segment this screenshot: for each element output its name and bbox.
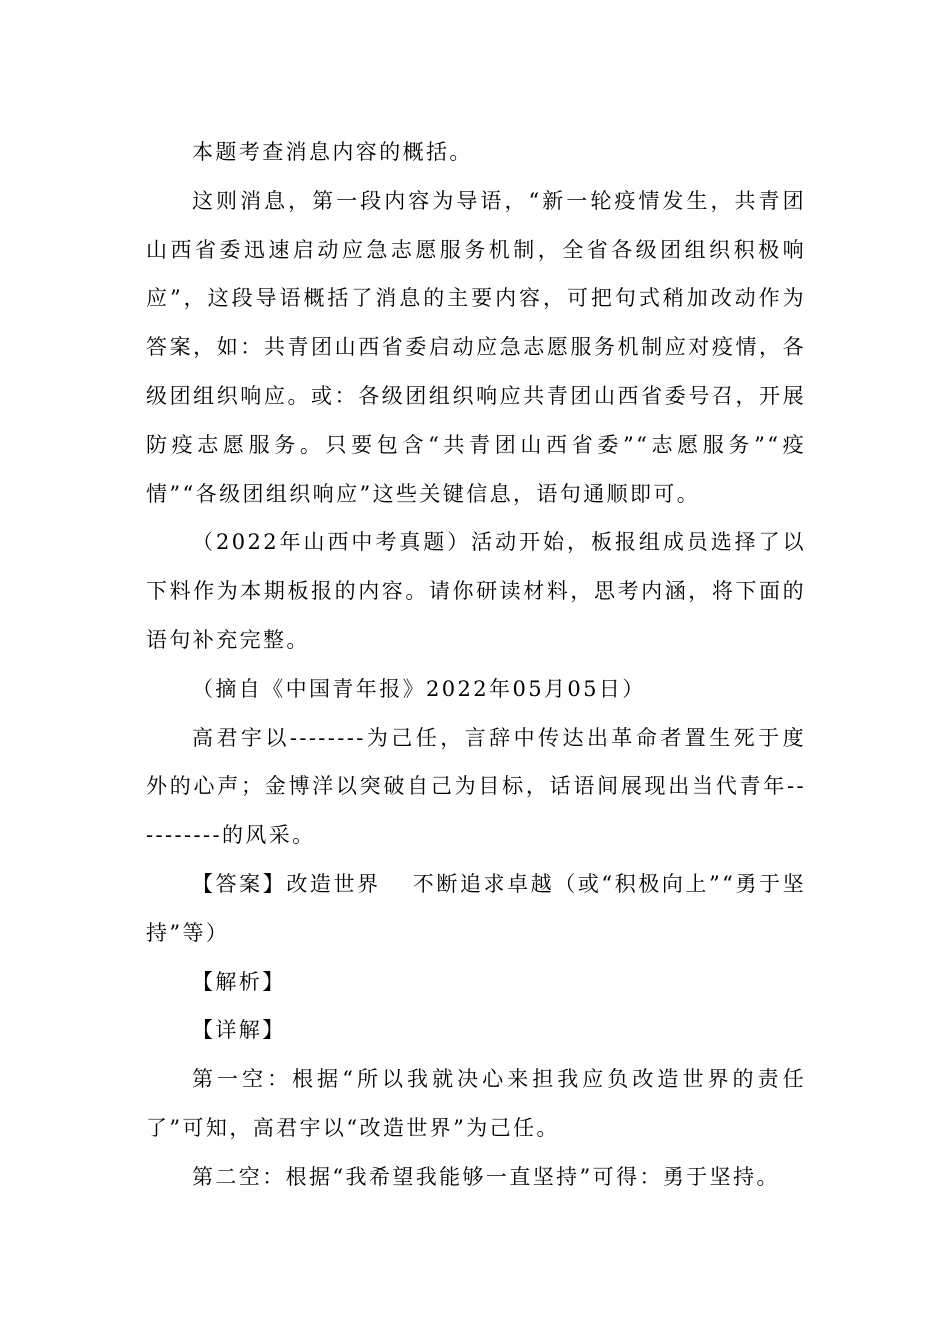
- detail-heading: 【详解】: [192, 1018, 286, 1043]
- answer-first: 改造世界: [286, 871, 381, 896]
- paragraph-explanation: 这则消息，第一段内容为导语，“新一轮疫情发生，共青团山西省委迅速启动应急志愿服务机制，全省各级团组织积极响应”，这段导语概括了消息的主要内容，可把句式稍加改动作为答案，如：共青团山西省委启动应急志愿服务机制应对疫情，各级团组织响应。或：各级团组织响应共青团山西省委号召，开展防疫志愿服务。只要包含“共青团山西省委”“志愿服务”“疫情”“各级团组织响应”这些关键信息，语句通顺即可。: [146, 188, 806, 506]
- paragraph-answer: [146, 860, 806, 958]
- paragraph-detail-second: 第二空：根据“我希望我能够一直坚持”可得：勇于坚持。: [192, 1164, 780, 1189]
- analysis-heading: 【解析】: [192, 969, 286, 994]
- answer-label: 【答案】: [192, 871, 287, 896]
- paragraph-detail-first: 第一空：根据“所以我就决心来担我应负改造世界的责任了”可知，高君宇以“改造世界”为己任。: [146, 1067, 806, 1140]
- document-page: [146, 128, 806, 1202]
- answer-second: 不断追求卓越（或“积极向上”“勇于坚持”等）: [146, 871, 807, 945]
- paragraph-source: （摘自《中国青年报》2022年05月05日）: [192, 676, 646, 701]
- paragraph-summary-topic: 本题考查消息内容的概括。: [192, 140, 473, 164]
- paragraph-question-blanks: 高君宇以--------为己任，言辞中传达出革命者置生死于度外的心声；金博洋以突破自己为目标，话语间展现出当代青年----------的风采。: [146, 725, 806, 848]
- paragraph-question-intro: （2022年山西中考真题）活动开始，板报组成员选择了以下料作为本期板报的内容。请你研读材料，思考内涵，将下面的语句补充完整。: [146, 530, 806, 652]
